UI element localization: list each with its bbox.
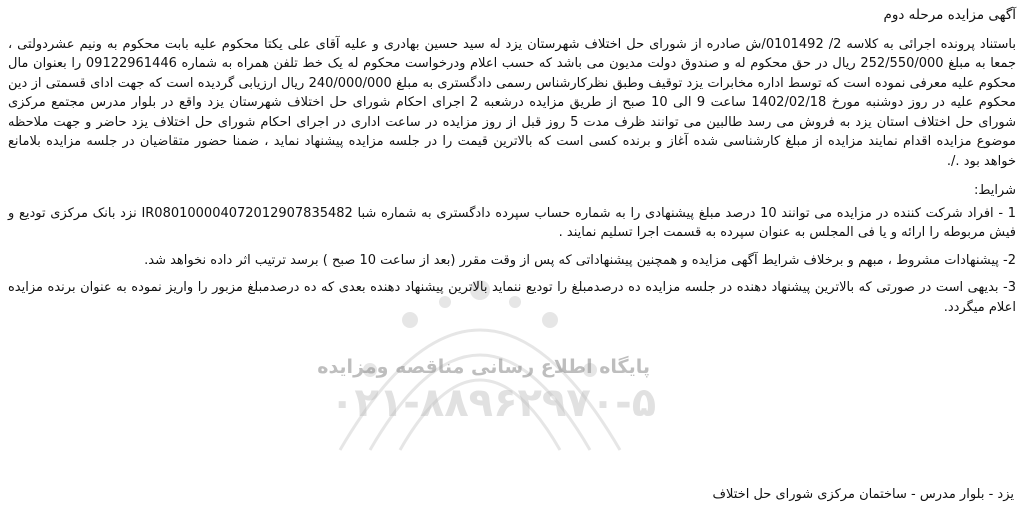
- condition-item: 2- پیشنهادات مشروط ، مبهم و برخلاف شرایط آگهی مزایده و همچنین پیشنهاداتی که پس از وقت مقرر (بعد از ساعت 10 صبح ) برسد ترتیب اثر داده نخواهد شد.: [144, 252, 1016, 268]
- notice-title: آگهی مزایده مرحله دوم: [883, 7, 1016, 23]
- notice-footer-address: یزد - بلوار مدرس - ساختمان مرکزی شورای حل اختلاف: [712, 487, 1014, 502]
- notice-content: [8, 6, 1016, 325]
- watermark-text: پایگاه اطلاع رسانی مناقصه ومزایده: [317, 356, 650, 378]
- notice-body: باستناد پرونده اجرائی به کلاسه 2/ 0101492/ش صادره از شورای حل اختلاف شهرستان یزد له سید حسین بهادری و علیه آقای علی یکتا محکوم علیه بابت محکوم به ونیم عشردولتی ، جمعا به مبلغ 252/550/000 ریال در حق محکوم له و صندوق دولت مدیون می باشد که حسب اعلام ودرخواست محکوم له یک خط تلفن همراه به شماره 09122961446 را بعنوان مال محکوم علیه معرفی نموده است که توسط اداره مخابرات یزد توقیف وطبق نظرکارشناس رسمی دادگستری به مبلغ 240/000/000 ریال ارزیابی گردیده است که جهت ادای قسمتی از دین محکوم علیه در روز دوشنبه مورخ 1402/02/18 ساعت 9 الی 10 صبح از طریق مزایده درشعبه 2 اجرای احکام شورای حل اختلاف شهرستان یزد واقع در بلوار مدرس مجتمع مرکزی شورای حل اختلاف استان یزد به فروش می رسد طالبین می توانند ظرف مدت 5 روز قبل از روز مزایده در ساعت اداری در اجرای احکام شورای حل اختلاف یزد حاضر و جهت ملاحظه موضوع مزایده اقدام نمایند مزایده از مبلغ کارشناسی شده آغاز و برنده کسی است که بالاترین قیمت را در جلسه مزایده پیشنهاد نماید ، ضمنا حضور متقاضیان در جلسه مزایده بلامانع خواهد بود ./.: [8, 36, 1017, 169]
- condition-item: 3- بدیهی است در صورتی که بالاترین پیشنهاد دهنده در جلسه مزایده ده درصدمبلغ را تودیع ننماید بالاترین پیشنهاد دهنده بعدی که ده درصدمبلغ مزبور را واریز نموده به عنوان برنده مزایده اعلام میگردد.: [8, 280, 1016, 315]
- conditions-heading: شرایط:: [973, 183, 1016, 198]
- condition-item: 1 - افراد شرکت کننده در مزایده می توانند 10 درصد مبلغ پیشنهادی را به شماره حساب سپرده دادگستری به شماره شبا IR080100004072012907835482 نزد بانک مرکزی تودیع و فیش مربوطه را ارائه و یا فی المجلس به عنوان سپرده به قسمت اجرا تسلیم نمایند .: [8, 205, 1016, 240]
- watermark-phone: ۰۲۱-۸۸۹۶۲۹۷۰-۵: [330, 380, 657, 426]
